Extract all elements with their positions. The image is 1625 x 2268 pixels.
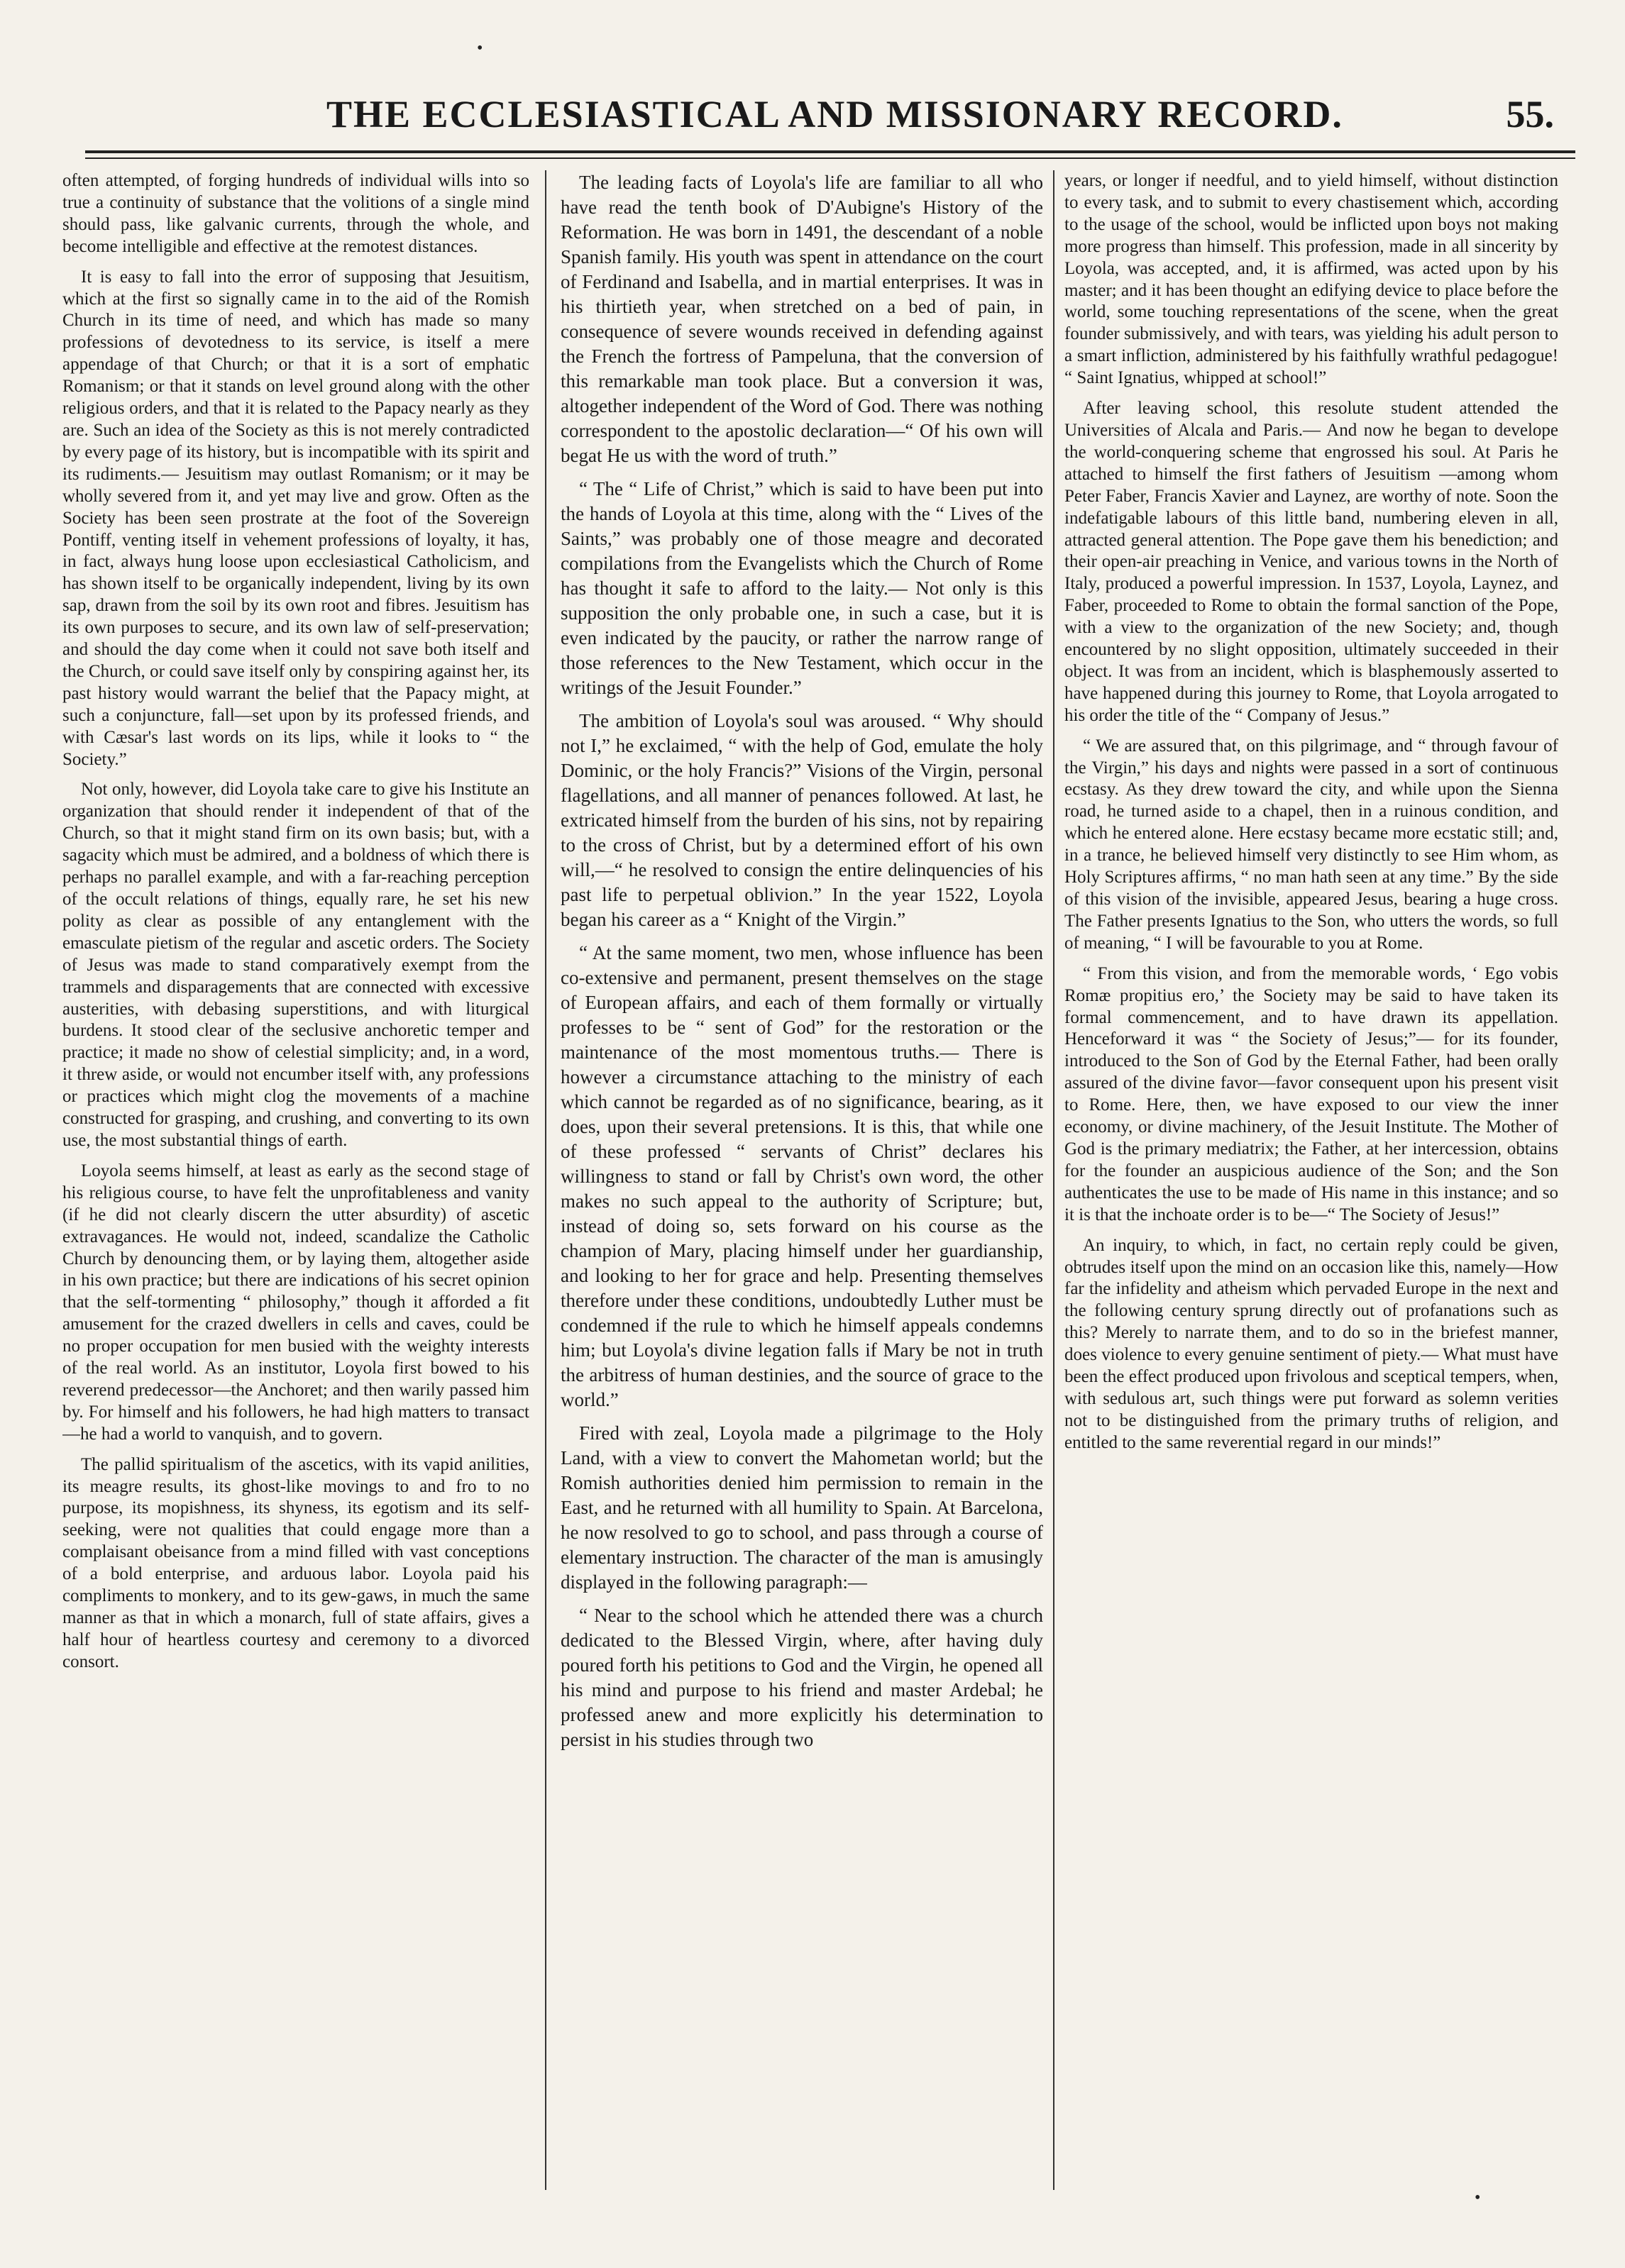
paragraph: “ The “ Life of Christ,” which is said to have been put into the hands of Loyola at this time, along with the “ Lives of the Saints,” was probably one of those meagre and decorated compilations from the Evangelists which the Church of Rome has thought it safe to afford to the laity.— Not only is this supposition the only probable one, in such a case, but it is even indicated by the paucity, or rather the narrow range of those references to the New Testament, which occur in the writings of the Jesuit Founder.” — [561, 478, 1043, 698]
running-title: THE ECCLESIASTICAL AND MISSIONARY RECORD. — [326, 93, 1343, 135]
paragraph: An inquiry, to which, in fact, no certain reply could be given, obtrudes itself upon the mind on an occasion like this, namely—How far the infidelity and atheism which pervaded Europe in the next and the following century sprung directly out of profanations such as this? Merely to narrate them, and to do so in the briefest manner, does violence to every genuine sentiment of piety.— What must have been the effect produced upon frivolous and sceptical tempers, when, with sedulous art, such things were put forward as solemn verities not to be distinguished from the primary truths of religion, and entitled to the same reverential regard in our minds!” — [1064, 1235, 1558, 1452]
print-speck: • — [477, 39, 483, 57]
print-speck: • — [1475, 2189, 1481, 2207]
paragraph: “ From this vision, and from the memorable words, ‘ Ego vobis Romæ propitius ero,’ the Society may be said to have taken its formal commencement, and to have drawn its appellation. Henceforward it was “ the Society of Jesus;”— for its founder, introduced to the Son of God by the Eternal Father, had been orally assured of the divine favor—favor consequent upon his present visit to Rome. Here, then, we have exposed to our view the inner economy, or divine machinery, of the Jesuit Institute. The Mother of God is the primary mediatrix; the Father, at her intercession, obtains for the founder an auspicious audience of the Son; and the Son authenticates the use to be made of His name in this instance; and so it is that the inchoate order is to be—“ The Society of Jesus!” — [1064, 963, 1558, 1224]
paragraph: Fired with zeal, Loyola made a pilgrimage to the Holy Land, with a view to convert the Mahometan world; but the Romish authorities denied him permission to remain in the East, and he returned with all humility to Spain. At Barcelona, he now resolved to go to school, and pass through a course of elementary instruction. The character of the man is amusingly displayed in the following paragraph:— — [561, 1422, 1043, 1593]
column-divider-1 — [545, 170, 546, 2190]
page-header — [92, 92, 1554, 142]
header-rule-thin — [85, 157, 1575, 159]
paragraph: “ We are assured that, on this pilgrimage, and “ through favour of the Virgin,” his days and nights were passed in a sort of continuous ecstasy. As they drew toward the city, and while upon the Sienna road, he turned aside to a chapel, then in a ruinous condition, and which he entered alone. Here ecstasy became more ecstatic still; and, in a trance, he believed himself very distinctly to see Him whom, as Holy Scriptures affirms, “ no man hath seen at any time.” By the side of this vision of the invisible, appeared Jesus, bearing a huge cross. The Father presents Ignatius to the Son, who utters the words, so full of meaning, “ I will be favourable to you at Rome. — [1064, 736, 1558, 953]
text-column-1 — [62, 170, 529, 2190]
paragraph: “ Near to the school which he attended there was a church dedicated to the Blessed Virgin, where, after having duly poured forth his petitions to God and the Virgin, he opened all his mind and purpose to his friend and master Ardebal; he professed anew and more explicitly his determination to persist in his studies through two — [561, 1605, 1043, 1750]
header-rule-thick — [85, 150, 1575, 153]
paragraph: Not only, however, did Loyola take care to give his Institute an organization that should render it independent of that of the Church, so that it might stand firm on its own basis; but, with a sagacity which must be admired, and a boldness of which there is perhaps no parallel example, and with a far-reaching perception of the occult relations of things, equally rare, he set his new polity as clear as possible of any entanglement with the emasculate pietism of the regular and ascetic orders. The Society of Jesus was made to stand comparatively exempt from the trammels and disparagements that are connected with excessive austerities, with debasing superstitions, and with liturgical burdens. It stood clear of the seclusive anchoretic temper and practice; it made no show of celestial simplicity; and, in a word, it threw aside, or would not encumber itself with, any professions or practices which might clog the movements of a machine constructed for grasping, and crushing, and converting to its own use, the most substantial things of earth. — [62, 780, 529, 1150]
paragraph: The leading facts of Loyola's life are familiar to all who have read the tenth book of D'Aubigne's History of the Reformation. He was born in 1491, the descendant of a noble Spanish family. His youth was spent in attendance on the court of Ferdinand and Isabella, and in martial enterprises. It was in his thirtieth year, when stretched on a bed of pain, in consequence of severe wounds received in defending against the French the fortress of Pampeluna, that the conversion of this remarkable man took place. But a conversion it was, altogether independent of the Word of God. There was nothing correspondent to the apostolic declaration—“ Of his own will begat He us with the word of truth.” — [561, 172, 1043, 466]
paragraph: years, or longer if needful, and to yield himself, without distinction to every task, and to submit to every chastisement which, according to the usage of the school, would be inflicted upon boys not making more progress than himself. This profession, made in all sincerity by Loyola, was accepted, and, it is affirmed, was acted upon by his master; and it has been thought an edifying device to place before the world, some touching representations of the scene, when the great founder submissively, and with tears, was yielding his adult person to a smart infliction, administered by his faithfully wrathful pedagogue! “ Saint Ignatius, whipped at school!” — [1064, 171, 1558, 388]
paragraph: often attempted, of forging hundreds of individual wills into so true a continuity of substance that the volitions of a single mind should pass, like galvanic currents, through the whole, and become intelligible and effective at the remotest distances. — [62, 171, 529, 256]
paragraph: Loyola seems himself, at least as early as the second stage of his religious course, to have felt the unprofitableness and vanity (if he did not clearly discern the utter absurdity) of ascetic extravagances. He would not, indeed, scandalize the Catholic Church by denouncing them, or by laying them, altogether aside in his own practice; but there are indications of his secret opinion that the self-tormenting “ philosophy,” though it afforded a fit amusement for the crazed dwellers in cells and caves, could be no proper occupation for men busied with the weighty interests of the real world. As an institutor, Loyola first bowed to his reverend predecessor—the Anchoret; and then warily passed him by. For himself and his followers, he had high matters to transact—he had a world to vanquish, and to govern. — [62, 1161, 529, 1444]
paragraph: It is easy to fall into the error of supposing that Jesuitism, which at the first so signally came in to the aid of the Romish Church in its time of need, and which has made so many professions of devotedness to its service, is itself a mere appendage of that Church; or that it is a sort of emphatic Romanism; or that it stands on level ground along with the other religious orders, and that it is related to the Papacy nearly as they are. Such an idea of the Society as this is not merely contradicted by every page of its history, but is incompatible with its spirit and its rudiments.— Jesuitism may outlast Romanism; or it may be wholly severed from it, and yet may live and grow. Often as the Society has been seen prostrate at the foot of the Sovereign Pontiff, venting itself in vehement professions of loyalty, it has, in fact, always hung loose upon ecclesiastical Catholicism, and has shown itself to be organically independent, living by its own sap, drawn from the soil by its own root and fibres. Jesuitism has its own purposes to secure, and its own law of self-preservation; and should the day come when it could not save both itself and the Church, or could save itself only by conspiring against her, its past history would warrant the belief that the Papacy might, at such a conjuncture, fall—set upon by its professed friends, and with Cæsar's last words on its lips, while it looks to “ the Society.” — [62, 267, 529, 769]
paragraph: The ambition of Loyola's soul was aroused. “ Why should not I,” he exclaimed, “ with the help of God, emulate the holy Dominic, or the holy Francis?” Visions of the Virgin, personal flagellations, and all manner of penances followed. At last, he extricated himself from the burden of his sins, not by repairing to the cross of Christ, but by a determined effort of his own will,—“ he resolved to consign the entire delinquencies of his past life to perpetual oblivion.” In the year 1522, Loyola began his career as a “ Knight of the Virgin.” — [561, 710, 1043, 930]
text-column-2 — [561, 170, 1043, 2190]
paragraph: The pallid spiritualism of the ascetics, with its vapid anilities, its meagre results, its ghost-like movings to and fro to no purpose, its mopishness, its shyness, its egotism and its self-seeking, were not qualities that could engage more than a complaisant obeisance from a mind filled with vast conceptions of a bold enterprise, and arduous labor. Loyola paid his compliments to monkery, and to its gew-gaws, in much the same manner as that in which a monarch, full of state affairs, gives a half hour of heartless courtesy and ceremony to a divorced consort. — [62, 1454, 529, 1671]
paragraph: “ At the same moment, two men, whose influence has been co-extensive and permanent, present themselves on the stage of European affairs, and each of them formally or virtually professes to be “ sent of God” for the restoration or the maintenance of the most momentous truths.— There is however a circumstance attaching to the ministry of each which cannot be regarded as of no significance, bearing, as it does, upon their several pretensions. It is this, that while one of these professed “ servants of Christ” declares his willingness to stand or fall by Christ's own word, the other makes no such appeal to the authority of Scripture; but, instead of doing so, sets forward on his course as the champion of Mary, placing himself under her guardianship, and looking to her for grace and help. Presenting themselves therefore under these conditions, undoubtedly Luther must be condemned if the rule to which he himself appeals condemns him; but Loyola's divine legation falls if Mary be not in truth the arbitress of human destinies, and the source of grace to the world.” — [561, 942, 1043, 1410]
paragraph: After leaving school, this resolute student attended the Universities of Alcala and Paris.— And now he began to develope the world-conquering scheme that engrossed his soul. At Paris he attached to himself the first fathers of Jesuitism —among whom Peter Faber, Francis Xavier and Laynez, are worthy of note. Soon the indefatigable labours of this little band, numbering eleven in all, attracted general attention. The Pope gave them his benediction; and their open-air preaching in Venice, and various towns in the North of Italy, produced a powerful impression. In 1537, Loyola, Laynez, and Faber, proceeded to Rome to obtain the formal sanction of the Pope, with a view to the organization of the new Society; and, though encountered by no slight opposition, ultimately succeeded in their object. It was from an incident, which is blasphemously asserted to have happened during this journey to Rome, that Loyola arrogated to his order the title of the “ Company of Jesus.” — [1064, 399, 1558, 725]
column-divider-2 — [1053, 170, 1054, 2190]
text-column-3 — [1064, 170, 1558, 2190]
page-number: 55. — [1506, 93, 1554, 135]
